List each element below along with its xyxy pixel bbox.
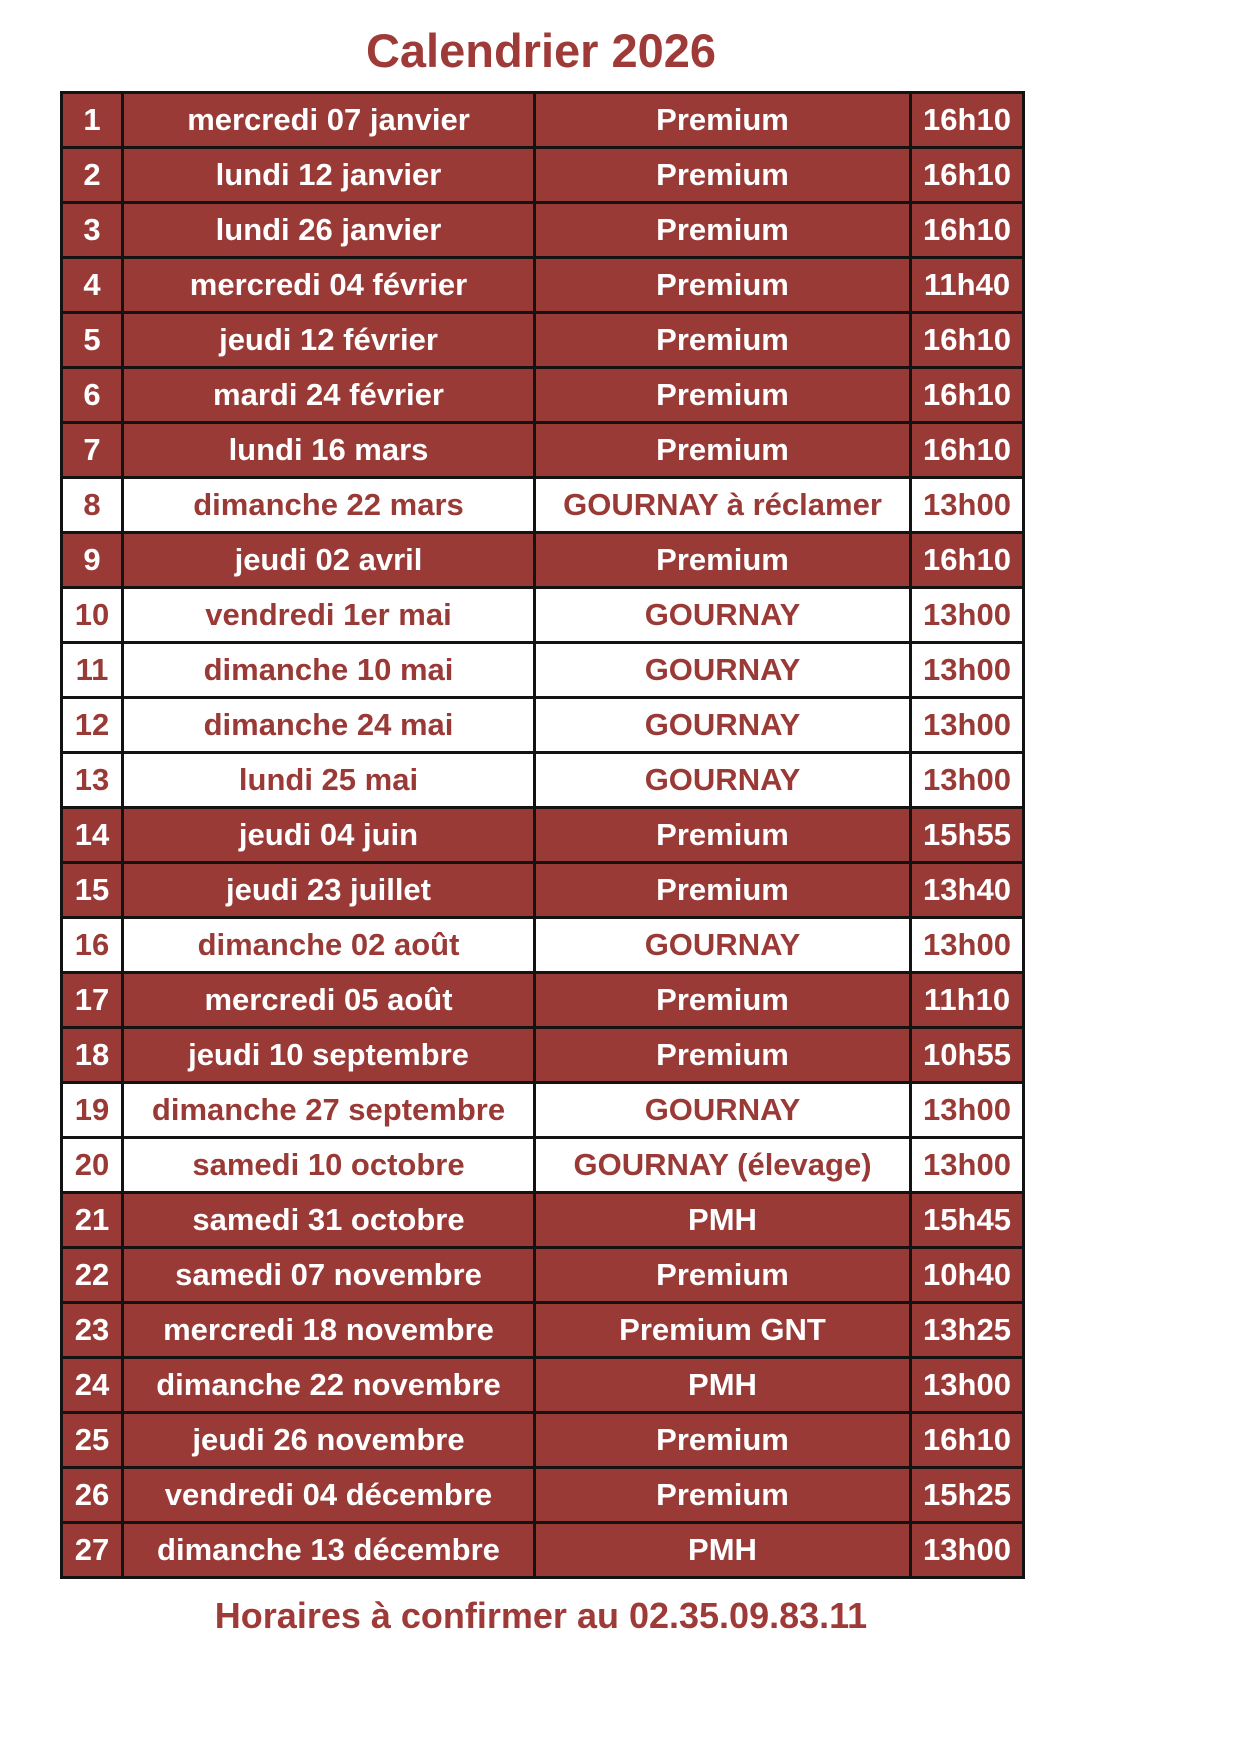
row-time-cell: 13h00 [911,698,1024,753]
row-date-cell: dimanche 24 mai [123,698,535,753]
row-number-cell: 14 [62,808,123,863]
row-date-cell: mercredi 07 janvier [123,93,535,148]
row-number-cell: 1 [62,93,123,148]
row-time-cell: 13h00 [911,478,1024,533]
row-time-cell: 16h10 [911,1413,1024,1468]
row-time-cell: 13h40 [911,863,1024,918]
row-time-cell: 10h40 [911,1248,1024,1303]
row-number-cell: 13 [62,753,123,808]
row-type-cell: Premium [535,258,911,313]
row-date-cell: samedi 10 octobre [123,1138,535,1193]
row-date-cell: samedi 07 novembre [123,1248,535,1303]
row-type-cell: GOURNAY [535,1083,911,1138]
row-type-cell: Premium [535,1413,911,1468]
table-row [62,148,1024,203]
row-date-cell: vendredi 1er mai [123,588,535,643]
table-row [62,478,1024,533]
row-time-cell: 13h25 [911,1303,1024,1358]
row-number-cell: 6 [62,368,123,423]
row-number-cell: 22 [62,1248,123,1303]
row-type-cell: GOURNAY (élevage) [535,1138,911,1193]
row-number-cell: 21 [62,1193,123,1248]
row-type-cell: GOURNAY [535,643,911,698]
table-row [62,423,1024,478]
row-type-cell: PMH [535,1193,911,1248]
table-row [62,313,1024,368]
table-row [62,918,1024,973]
row-time-cell: 16h10 [911,93,1024,148]
row-date-cell: lundi 12 janvier [123,148,535,203]
row-date-cell: dimanche 13 décembre [123,1523,535,1578]
row-number-cell: 18 [62,1028,123,1083]
row-number-cell: 19 [62,1083,123,1138]
table-row [62,588,1024,643]
row-number-cell: 4 [62,258,123,313]
row-number-cell: 3 [62,203,123,258]
row-date-cell: samedi 31 octobre [123,1193,535,1248]
row-time-cell: 11h10 [911,973,1024,1028]
table-row [62,1248,1024,1303]
page-title: Calendrier 2026 [365,24,717,77]
row-type-cell: Premium [535,368,911,423]
row-time-cell: 10h55 [911,1028,1024,1083]
row-time-cell: 16h10 [911,533,1024,588]
row-type-cell: Premium [535,148,911,203]
row-type-cell: GOURNAY [535,698,911,753]
row-date-cell: jeudi 12 février [123,313,535,368]
footer-note: Horaires à confirmer au 02.35.09.83.11 [214,1595,868,1636]
row-time-cell: 15h55 [911,808,1024,863]
table-row [62,368,1024,423]
row-number-cell: 20 [62,1138,123,1193]
table-row [62,533,1024,588]
table-row [62,753,1024,808]
row-type-cell: Premium [535,93,911,148]
table-row [62,93,1024,148]
table-row [62,863,1024,918]
table-row [62,203,1024,258]
row-time-cell: 13h00 [911,918,1024,973]
row-time-cell: 13h00 [911,643,1024,698]
page-content [60,0,1022,1637]
table-row [62,1523,1024,1578]
row-type-cell: GOURNAY [535,918,911,973]
row-number-cell: 10 [62,588,123,643]
row-time-cell: 13h00 [911,753,1024,808]
row-number-cell: 24 [62,1358,123,1413]
row-date-cell: lundi 25 mai [123,753,535,808]
row-number-cell: 8 [62,478,123,533]
row-time-cell: 16h10 [911,423,1024,478]
table-row [62,808,1024,863]
row-time-cell: 11h40 [911,258,1024,313]
row-number-cell: 27 [62,1523,123,1578]
table-row [62,1028,1024,1083]
row-date-cell: jeudi 04 juin [123,808,535,863]
row-time-cell: 16h10 [911,313,1024,368]
row-date-cell: jeudi 26 novembre [123,1413,535,1468]
row-time-cell: 13h00 [911,1083,1024,1138]
calendar-table [60,91,1025,1579]
row-date-cell: jeudi 23 juillet [123,863,535,918]
row-date-cell: jeudi 10 septembre [123,1028,535,1083]
table-row [62,643,1024,698]
row-type-cell: PMH [535,1523,911,1578]
row-time-cell: 13h00 [911,1138,1024,1193]
row-number-cell: 25 [62,1413,123,1468]
row-type-cell: Premium [535,423,911,478]
row-number-cell: 11 [62,643,123,698]
row-date-cell: mercredi 05 août [123,973,535,1028]
row-type-cell: Premium [535,533,911,588]
row-type-cell: GOURNAY [535,753,911,808]
row-number-cell: 17 [62,973,123,1028]
row-time-cell: 13h00 [911,1358,1024,1413]
row-date-cell: dimanche 02 août [123,918,535,973]
row-type-cell: GOURNAY [535,588,911,643]
row-number-cell: 2 [62,148,123,203]
row-time-cell: 15h45 [911,1193,1024,1248]
row-number-cell: 9 [62,533,123,588]
row-type-cell: GOURNAY à réclamer [535,478,911,533]
row-date-cell: vendredi 04 décembre [123,1468,535,1523]
row-date-cell: mardi 24 février [123,368,535,423]
table-row [62,1138,1024,1193]
table-row [62,1083,1024,1138]
table-row [62,973,1024,1028]
row-time-cell: 16h10 [911,203,1024,258]
row-type-cell: Premium [535,1028,911,1083]
row-type-cell: Premium [535,1248,911,1303]
row-date-cell: dimanche 22 mars [123,478,535,533]
row-date-cell: lundi 26 janvier [123,203,535,258]
row-number-cell: 12 [62,698,123,753]
table-row [62,1193,1024,1248]
table-row [62,1358,1024,1413]
row-number-cell: 26 [62,1468,123,1523]
table-row [62,1303,1024,1358]
row-date-cell: dimanche 27 septembre [123,1083,535,1138]
row-date-cell: mercredi 04 février [123,258,535,313]
row-date-cell: mercredi 18 novembre [123,1303,535,1358]
table-row [62,1413,1024,1468]
row-type-cell: Premium GNT [535,1303,911,1358]
row-date-cell: jeudi 02 avril [123,533,535,588]
row-number-cell: 5 [62,313,123,368]
row-time-cell: 15h25 [911,1468,1024,1523]
row-time-cell: 13h00 [911,1523,1024,1578]
row-type-cell: Premium [535,808,911,863]
table-row [62,698,1024,753]
row-type-cell: Premium [535,203,911,258]
row-time-cell: 16h10 [911,368,1024,423]
row-date-cell: dimanche 22 novembre [123,1358,535,1413]
table-row [62,258,1024,313]
row-type-cell: Premium [535,863,911,918]
calendar-table-body [62,93,1024,1578]
row-date-cell: lundi 16 mars [123,423,535,478]
row-type-cell: PMH [535,1358,911,1413]
row-number-cell: 16 [62,918,123,973]
row-number-cell: 23 [62,1303,123,1358]
row-time-cell: 16h10 [911,148,1024,203]
row-time-cell: 13h00 [911,588,1024,643]
row-type-cell: Premium [535,973,911,1028]
row-type-cell: Premium [535,1468,911,1523]
row-date-cell: dimanche 10 mai [123,643,535,698]
table-row [62,1468,1024,1523]
row-number-cell: 7 [62,423,123,478]
row-type-cell: Premium [535,313,911,368]
row-number-cell: 15 [62,863,123,918]
